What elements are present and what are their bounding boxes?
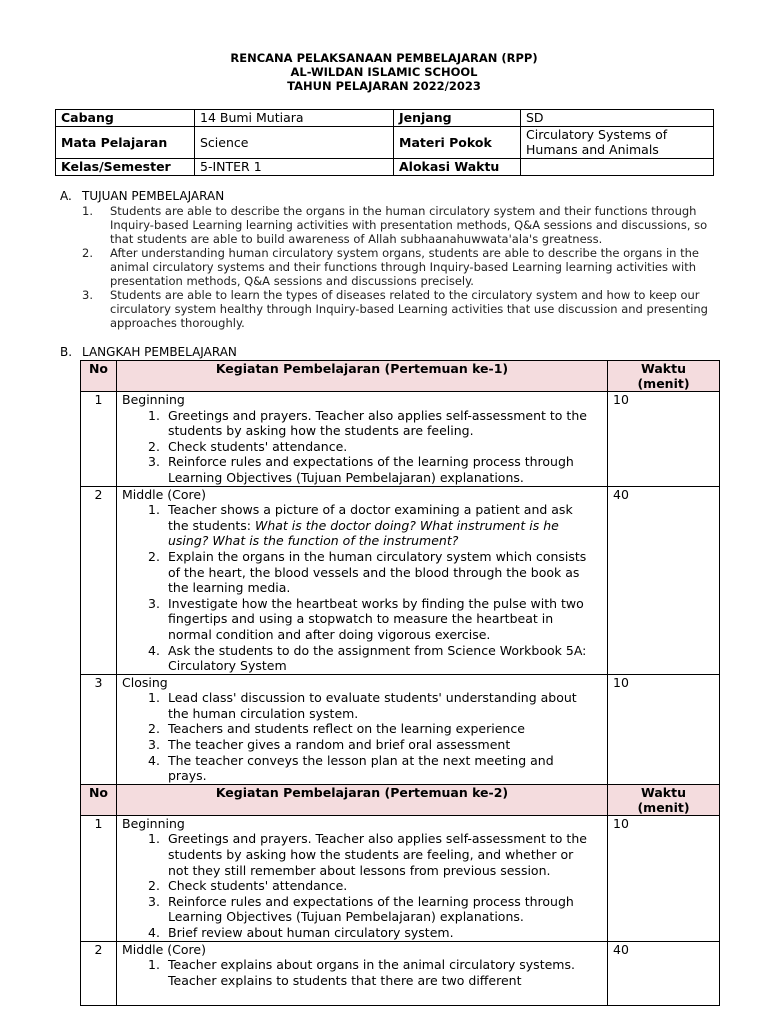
- activity-list: [122, 690, 602, 784]
- item-line: Lead class' discussion to evaluate students' understanding about: [168, 690, 577, 706]
- item-line: The teacher conveys the lesson plan at the next meeting and: [168, 752, 554, 768]
- goal-item: [80, 288, 713, 330]
- activity-title: Beginning: [122, 815, 185, 831]
- activity-item: [122, 753, 602, 784]
- time-cell: 10: [608, 674, 720, 784]
- activity-item: [122, 643, 602, 674]
- item-line: Explain the organs in the human circulatory system which consists: [168, 548, 587, 564]
- info-row: [56, 159, 714, 176]
- item-question: What is the doctor doing? What instrument is he: [254, 517, 559, 533]
- item-line: Teacher explains about organs in the animal circulatory systems.: [168, 957, 575, 973]
- materi-label: Materi Pokok: [394, 127, 521, 159]
- item-line: Teachers and students reflect on the learning experience: [168, 721, 525, 737]
- activity-title: Middle (Core): [122, 941, 206, 957]
- materi-value-line: Humans and Animals: [526, 142, 659, 157]
- header-year: TAHUN PELAJARAN 2022/2023: [287, 79, 481, 93]
- table-header-row: [81, 784, 720, 815]
- table-row: [81, 815, 720, 941]
- item-line: the learning media.: [168, 580, 291, 596]
- activity-list: [122, 408, 602, 486]
- goal-number: 3.: [82, 288, 93, 302]
- time-cell: 10: [608, 392, 720, 487]
- goal-line: After understanding human circulatory system organs, students are able to describe the organs in the: [110, 246, 699, 260]
- row-number: 2: [81, 941, 117, 1005]
- goal-line: animal circulatory systems and their functions through Inquiry-based Learning learning activities with: [110, 260, 697, 274]
- item-number: 2.: [148, 548, 160, 564]
- item-number: 4.: [148, 642, 160, 658]
- activity-title: Closing: [122, 674, 168, 690]
- activity-title: Beginning: [122, 392, 185, 407]
- activity-item: [122, 439, 602, 455]
- item-line: Teacher explains to students that there are two different: [168, 972, 522, 988]
- activity-title: Middle (Core): [122, 486, 206, 502]
- activity-list: [122, 957, 602, 988]
- col-no-header: No: [81, 361, 117, 392]
- item-line: [168, 518, 602, 534]
- table-row: [81, 674, 720, 784]
- cabang-value: 14 Bumi Mutiara: [195, 110, 394, 127]
- item-line: Learning Objectives (Tujuan Pembelajaran) explanations.: [168, 909, 524, 925]
- item-line: Learning Objectives (Tujuan Pembelajaran) explanations.: [168, 469, 524, 485]
- table-row: [81, 486, 720, 674]
- item-line: the human circulation system.: [168, 705, 359, 721]
- header-title: RENCANA PELAKSANAAN PEMBELAJARAN (RPP): [230, 51, 538, 65]
- col-no-header: No: [81, 784, 117, 815]
- materi-value: [521, 127, 714, 159]
- activity-cell: [117, 392, 608, 487]
- goal-line: Students are able to learn the types of diseases related to the circulatory system and how to keep our: [110, 288, 700, 302]
- activity-item: [122, 549, 602, 596]
- kelas-label: Kelas/Semester: [56, 159, 195, 176]
- section-a-heading: [60, 189, 224, 203]
- time-cell: 10: [608, 815, 720, 941]
- goal-line: Inquiry-based Learning learning activities with presentation methods, Q&A sessions and discussions, so: [110, 218, 708, 232]
- activity-item: [122, 878, 602, 894]
- goal-number: 2.: [82, 246, 93, 260]
- item-line: Ask the students to do the assignment from Science Workbook 5A:: [168, 642, 587, 658]
- goal-line: that students are able to build awareness of Allah subhaanahuwwata'ala's greatness.: [110, 232, 603, 246]
- item-number: 2.: [148, 438, 160, 454]
- header-school: AL-WILDAN ISLAMIC SCHOOL: [290, 65, 478, 79]
- activity-item: [122, 502, 602, 549]
- info-row: [56, 110, 714, 127]
- goal-number: 1.: [82, 204, 93, 218]
- col-waktu-header: Waktu (menit): [608, 784, 720, 815]
- steps-table: [80, 360, 720, 1006]
- activity-item: [122, 596, 602, 643]
- item-line: Reinforce rules and expectations of the learning process through: [168, 454, 574, 470]
- item-line: Check students' attendance.: [168, 438, 348, 454]
- item-text: the students:: [168, 517, 255, 533]
- section-b-title: LANGKAH PEMBELAJARAN: [82, 345, 237, 359]
- row-number: 1: [81, 815, 117, 941]
- item-number: 2.: [148, 878, 160, 894]
- goal-line: approaches thoroughly.: [110, 316, 245, 330]
- jenjang-label: Jenjang: [394, 110, 521, 127]
- document-header: [0, 51, 768, 93]
- item-line: Circulatory System: [168, 658, 287, 674]
- item-line: Brief review about human circulatory system.: [168, 925, 454, 940]
- time-cell: 40: [608, 941, 720, 1005]
- goal-item: [80, 204, 713, 246]
- activity-item: [122, 408, 602, 439]
- item-number: 1.: [148, 690, 160, 706]
- item-number: 4.: [148, 752, 160, 768]
- activity-item: [122, 831, 602, 878]
- item-number: 3.: [148, 893, 160, 909]
- activity-cell: [117, 941, 608, 1005]
- alokasi-label: Alokasi Waktu: [394, 159, 521, 176]
- table-header-row: [81, 361, 720, 392]
- activity-item: [122, 894, 602, 925]
- item-line: students by asking how the students are feeling, and whether or: [168, 847, 574, 863]
- item-line: Check students' attendance.: [168, 878, 348, 894]
- item-line: of the heart, the blood vessels and the blood through the book as: [168, 564, 580, 580]
- item-line: normal condition and after doing vigorous exercise.: [168, 626, 491, 642]
- goal-item: [80, 246, 713, 288]
- activity-item: [122, 454, 602, 485]
- section-a-letter: A.: [60, 189, 72, 203]
- activity-cell: [117, 486, 608, 674]
- item-number: 3.: [148, 454, 160, 470]
- item-line: Greetings and prayers. Teacher also applies self-assessment to the: [168, 831, 587, 847]
- info-row: [56, 127, 714, 159]
- activity-item: [122, 957, 602, 988]
- section-b-letter: B.: [60, 345, 73, 359]
- time-cell: 40: [608, 486, 720, 674]
- activity-cell: [117, 815, 608, 941]
- item-line: not they still remember about lessons from previous session.: [168, 862, 551, 878]
- col-waktu-header: Waktu (menit): [608, 361, 720, 392]
- activity-list: [122, 831, 602, 940]
- activity-item: [122, 721, 602, 737]
- row-number: 2: [81, 486, 117, 674]
- item-number: 1.: [148, 957, 160, 973]
- item-number: 2.: [148, 721, 160, 737]
- activity-item: [122, 737, 602, 753]
- materi-value-line: Circulatory Systems of: [526, 127, 668, 142]
- col-kegiatan-header: Kegiatan Pembelajaran (Pertemuan ke-1): [117, 361, 608, 392]
- table-row: [81, 941, 720, 1005]
- jenjang-value: SD: [521, 110, 714, 127]
- item-line: students by asking how the students are feeling.: [168, 423, 474, 439]
- goals-list: [80, 204, 713, 330]
- item-line: The teacher gives a random and brief oral assessment: [168, 737, 511, 753]
- item-number: 1.: [148, 831, 160, 847]
- col-kegiatan-header: Kegiatan Pembelajaran (Pertemuan ke-2): [117, 784, 608, 815]
- cabang-label: Cabang: [56, 110, 195, 127]
- item-question: using? What is the function of the instrument?: [168, 533, 459, 549]
- goal-line: presentation methods, Q&A sessions and discussions precisely.: [110, 274, 474, 288]
- item-number: 4.: [148, 925, 160, 940]
- item-number: 3.: [148, 595, 160, 611]
- item-number: 1.: [148, 502, 160, 518]
- item-line: prays.: [168, 768, 207, 784]
- activity-list: [122, 502, 602, 674]
- item-number: 3.: [148, 737, 160, 753]
- activity-cell: [117, 674, 608, 784]
- row-number: 1: [81, 392, 117, 487]
- item-line: Investigate how the heartbeat works by finding the pulse with two: [168, 595, 584, 611]
- row-number: 3: [81, 674, 117, 784]
- goal-line: circulatory system healthy through Inquiry-based Learning activities that use discussion and presenting: [110, 302, 708, 316]
- activity-item: [122, 925, 602, 941]
- alokasi-value: [521, 159, 714, 176]
- section-a-title: TUJUAN PEMBELAJARAN: [82, 189, 225, 203]
- activity-item: [122, 690, 602, 721]
- info-table: [55, 109, 714, 176]
- mapel-value: Science: [195, 127, 394, 159]
- kelas-value: 5-INTER 1: [195, 159, 394, 176]
- item-line: Teacher shows a picture of a doctor examining a patient and ask: [168, 502, 573, 518]
- table-row: [81, 392, 720, 487]
- item-line: Greetings and prayers. Teacher also applies self-assessment to the: [168, 407, 587, 423]
- item-line: Reinforce rules and expectations of the learning process through: [168, 893, 574, 909]
- item-line: fingertips and using a stopwatch to measure the heartbeat in: [168, 611, 554, 627]
- section-b-heading: [60, 345, 237, 359]
- goal-line: Students are able to describe the organs in the human circulatory system and their functions through: [110, 204, 697, 218]
- mapel-label: Mata Pelajaran: [56, 127, 195, 159]
- item-number: 1.: [148, 407, 160, 423]
